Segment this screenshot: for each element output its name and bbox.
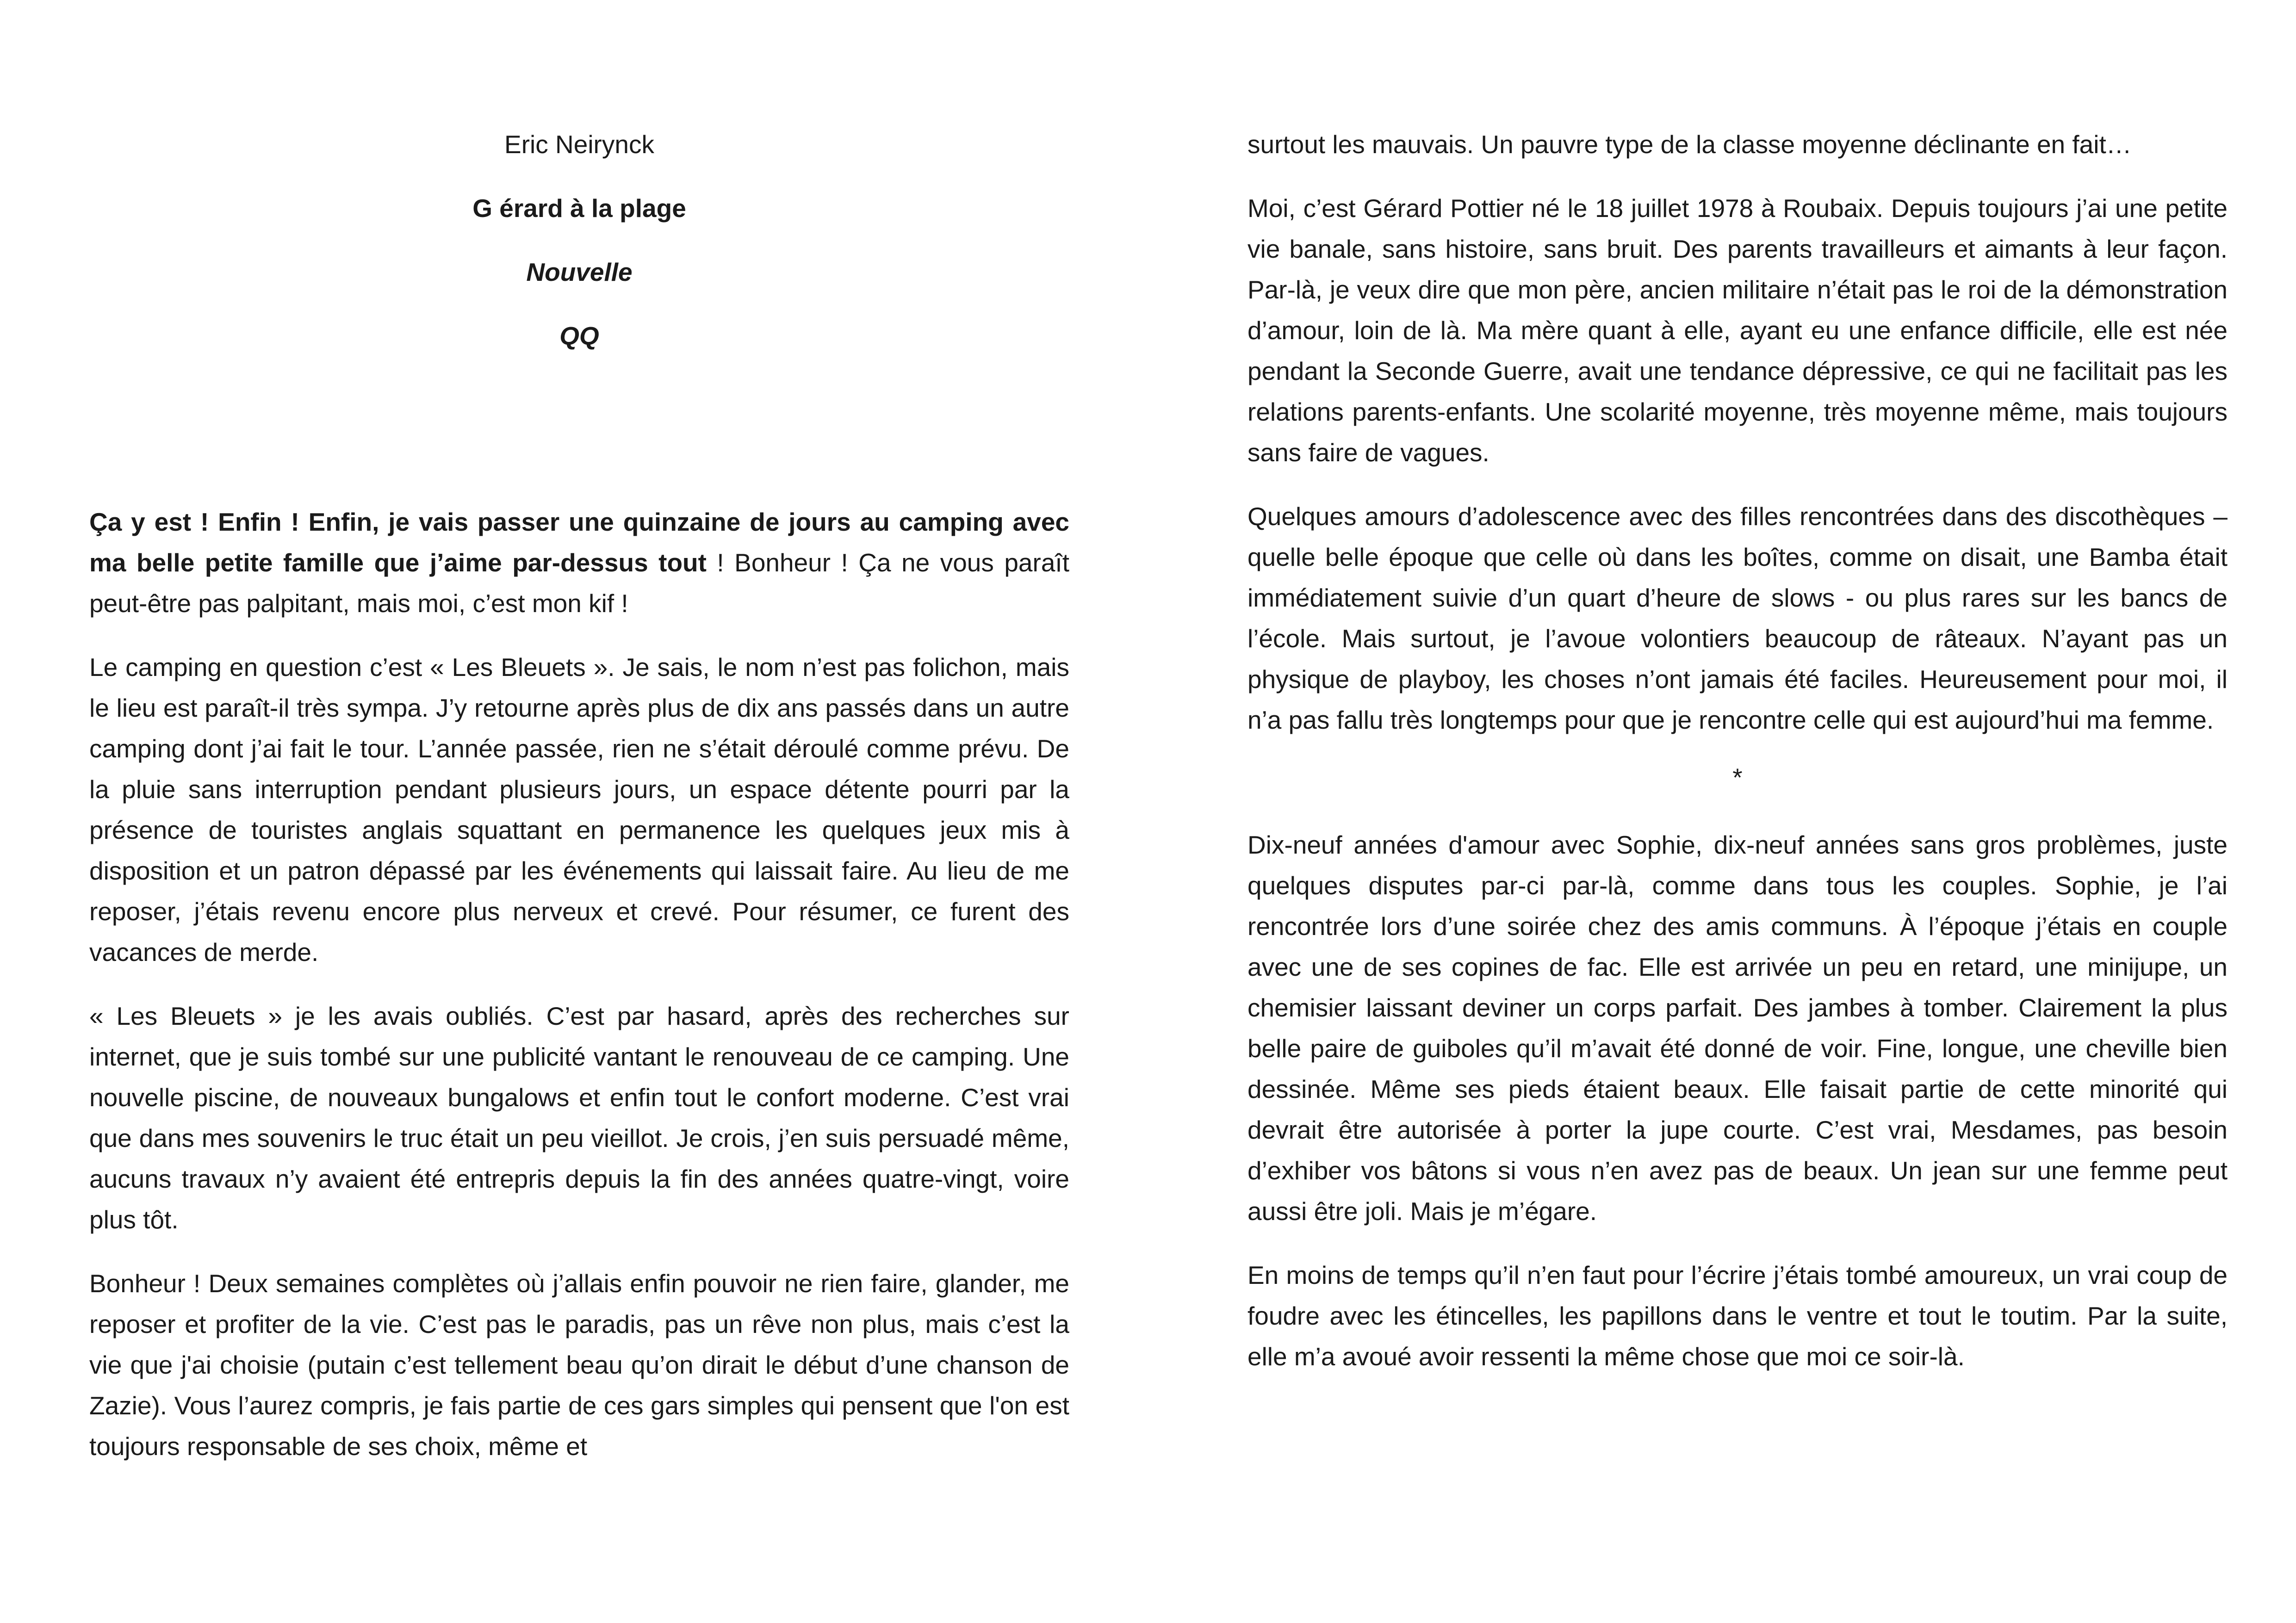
paragraph: En moins de temps qu’il n’en faut pour l’écrire j’étais tombé amoureux, un vrai coup de foudre avec les étincelles, les papillons dans le ventre et tout le toutim. Par la suite, elle m’a avoué avoir ressenti la même chose que moi ce soir-là.: [1247, 1261, 2228, 1371]
left-page: [89, 124, 1069, 1490]
paragraph: Le camping en question c’est « Les Bleuets ». Je sais, le nom n’est pas folichon, mais le lieu est paraît-il très sympa. J’y retourne après plus de dix ans passés dans un autre camping dont j’ai fait le tour. L’année passée, rien ne s’était déroulé comme prévu. De la pluie sans interruption pendant plusieurs jours, un espace détente pourri par la présence de touristes anglais squattant en permanence les quelques jeux mis à disposition et un patron dépassé par les événements qui laissait faire. Au lieu de me reposer, j’étais revenu encore plus nerveux et crevé. Pour résumer, ce furent des vacances de merde.: [89, 653, 1069, 966]
paragraph: Dix-neuf années d'amour avec Sophie, dix-neuf années sans gros problèmes, juste quelques disputes par-ci par-là, comme dans tous les couples. Sophie, je l’ai rencontrée lors d’une soirée chez des amis communs. À l’époque j’étais en couple avec une de ses copines de fac. Elle est arrivée un peu en retard, une minijupe, un chemisier laissant deviner un corps parfait. Des jambes à tomber. Clairement la plus belle paire de guiboles qu’il m’avait été donné de voir. Fine, longue, une cheville bien dessinée. Même ses pieds étaient beaux. Elle faisait partie de cette minorité qui devrait être autorisée à porter la jupe courte. C’est vrai, Mesdames, pas besoin d’exhiber vos bâtons si vous n’en avez pas de beaux. Un jean sur une femme peut aussi être joli. Mais je m’égare.: [1247, 830, 2228, 1226]
mark-label: QQ: [559, 322, 599, 350]
author-name: Eric Neirynck: [504, 130, 654, 159]
genre-label: Nouvelle: [526, 258, 633, 286]
paragraph: Quelques amours d’adolescence avec des filles rencontrées dans des discothèques – quelle belle époque que celle où dans les boîtes, comme on disait, une Bamba était immédiatement suivie d’un quart d’heure de slows - ou plus rares sur les bancs de l’école. Mais surtout, je l’avoue volontiers beaucoup de râteaux. N’ayant pas un physique de playboy, les choses n’ont jamais été faciles. Heureusement pour moi, il n’a pas fallu très longtemps pour que je rencontre celle qui est aujourd’hui ma femme.: [1247, 502, 2228, 734]
section-separator: *: [1732, 763, 1743, 792]
paragraph-intro: [89, 502, 1069, 624]
header-spacer: [89, 379, 1069, 502]
intro-rest: ! Bonheur ! Ça ne vous paraît peut-être pas palpitant, mais moi, c’est mon kif !: [89, 548, 1069, 618]
book-title: G érard à la plage: [472, 194, 686, 223]
paragraph: Bonheur ! Deux semaines complètes où j’allais enfin pouvoir ne rien faire, glander, me reposer et profiter de la vie. C’est pas le paradis, pas un rêve non plus, mais c’est la vie que j'ai choisie (putain c’est tellement beau qu’on dirait le début d’une chanson de Zazie). Vous l’aurez compris, je fais partie de ces gars simples qui pensent que l'on est toujours responsable de ses choix, même et: [89, 1269, 1069, 1461]
intro-bold-lead: Ça y est ! Enfin ! Enfin, je vais passer une quinzaine de jours au camping avec ma belle petite famille que j’aime par-dessus tout: [89, 508, 1069, 577]
paragraph: « Les Bleuets » je les avais oubliés. C’est par hasard, après des recherches sur internet, que je suis tombé sur une publicité vantant le renouveau de ce camping. Une nouvelle piscine, de nouveaux bungalows et enfin tout le confort moderne. C’est vrai que dans mes souvenirs le truc était un peu vieillot. Je crois, j’en suis persuadé même, aucuns travaux n’y avaient été entrepris depuis la fin des années quatre-vingt, voire plus tôt.: [89, 1002, 1069, 1234]
paragraph: Moi, c’est Gérard Pottier né le 18 juillet 1978 à Roubaix. Depuis toujours j’ai une petite vie banale, sans histoire, sans bruit. Des parents travailleurs et aimants à leur façon. Par-là, je veux dire que mon père, ancien militaire n’était pas le roi de la démonstration d’amour, loin de là. Ma mère quant à elle, ayant eu une enfance difficile, elle est née pendant la Seconde Guerre, avait une tendance dépressive, ce qui ne facilitait pas les relations parents-enfants. Une scolarité moyenne, très moyenne même, mais toujours sans faire de vagues.: [1247, 194, 2228, 467]
right-page: [1247, 124, 2228, 1400]
paragraph: surtout les mauvais. Un pauvre type de la classe moyenne déclinante en fait…: [1247, 130, 2132, 159]
